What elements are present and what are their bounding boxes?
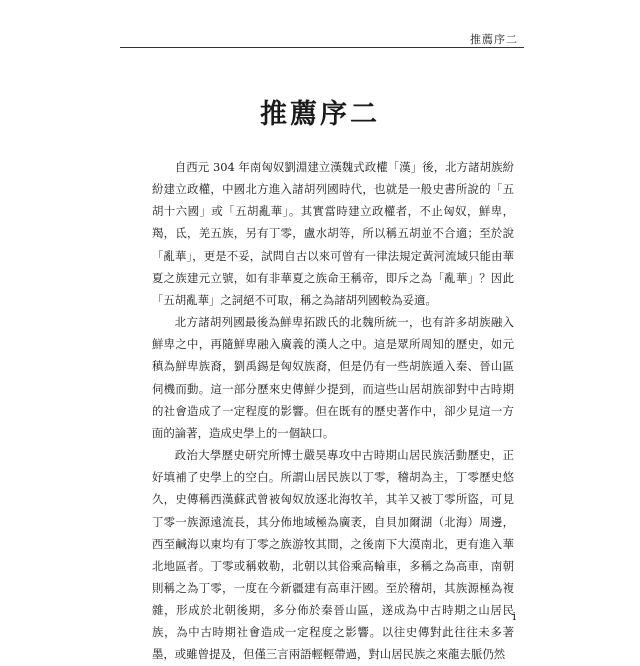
paragraph: 自西元 304 年南匈奴劉淵建立漢魏式政權「漢」後，北方諸胡族紛紛建立政權，中國北方進入諸胡列國時代，也就是一般史書所說的「五胡十六國」或「五胡亂華」。其實當時建立政權者，不止匈奴，鮮卑，羯，氐，羌五族，另有丁零，盧水胡等，所以稱五胡並不合適；至於說「亂華」，更是不妥，試問自古以來可曾有一律法規定黃河流域只能由華夏之族建元立號，如有非華夏之族命王稱帝，即斥之為「亂華」？因此「五胡亂華」之詞絕不可取，稱之為諸胡列國較為妥適。 — [152, 160, 514, 307]
header-rule — [120, 47, 524, 48]
page-number: i — [512, 610, 516, 623]
paragraph: 北方諸胡列國最後為鮮卑拓跋氏的北魏所統一，也有許多胡族融入鮮卑之中，再隨鮮卑融入廣義的漢人之中。這是眾所周知的歷史，如元稹為鮮卑族裔，劉禹錫是匈奴族裔，但是仍有一些胡族遁入秦、晉山區伺機而動。這一部分歷來史傳鮮少提到，而這些山居胡族卻對中古時期的社會造成了一定程度的影響。但在既有的歷史著作中，卻少見這一方面的論著，造成史學上的一個缺口。 — [152, 315, 514, 440]
page-title: 推薦序二 — [260, 99, 380, 130]
body-text — [152, 156, 514, 666]
running-header: 推薦序二 — [470, 33, 518, 46]
paragraph: 政治大學歷史研究所博士嚴昊專攻中古時期山居民族活動歷史，正好填補了史學上的空白。所謂山居民族以丁零，稽胡為主，丁零歷史悠久，史傳稱西漢蘇武曾被匈奴放逐北海牧羊，其羊又被丁零所盜，可見丁零一族源遠流長，其分佈地域極為廣袤，自貝加爾湖（北海）周邊，西至鹹海以東均有丁零之族游牧其間，之後南下大漠南北，更有進入華北地區者。丁零或稱敕勒，北朝以其俗乘高輪車，多稱之為高車，南朝則稱之為丁零，一度在今新疆建有高車汗國。至於稽胡，其族源極為複雜，形成於北朝後期，多分佈於秦晉山區，遂成為中古時期之山居民族，為中古時期社會造成一定程度之影響。以往史傳對此往往未多著墨，或雖曾提及，但僅三言兩語輕輕帶過，對山居民族之來龍去脈仍然 — [152, 448, 514, 662]
